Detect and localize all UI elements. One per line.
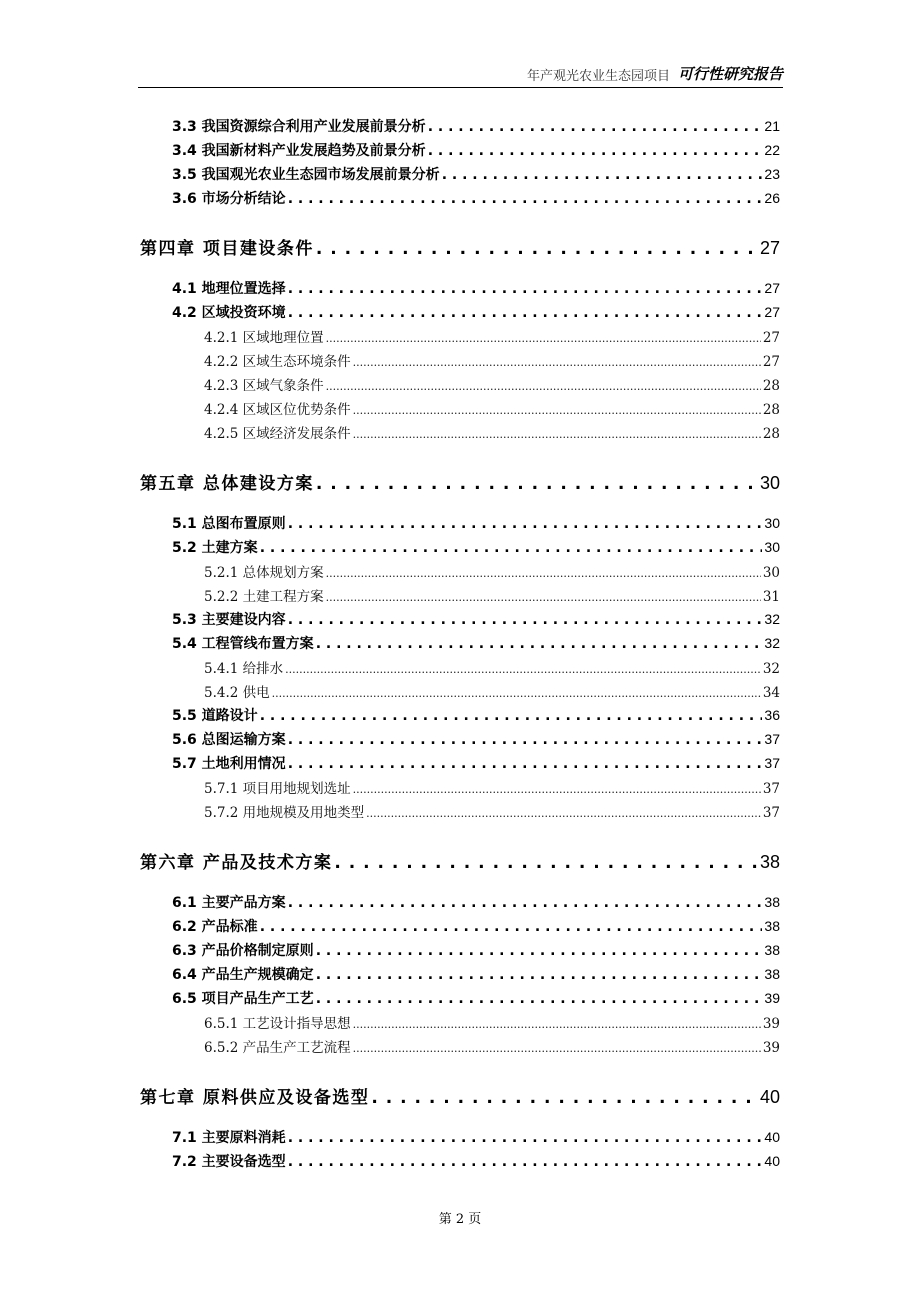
toc-entry-title: 5.3 主要建设内容 xyxy=(172,612,286,628)
toc-entry[interactable] xyxy=(172,164,780,184)
toc-leader xyxy=(353,1040,761,1056)
toc-subentry-page: 27 xyxy=(762,354,780,370)
toc-leader xyxy=(316,636,763,652)
toc-leader xyxy=(316,239,758,259)
toc-entry-title: 5.1 总图布置原则 xyxy=(172,516,286,532)
toc-subentry-page: 39 xyxy=(762,1040,780,1056)
toc-chapter[interactable] xyxy=(140,469,780,494)
toc-subentry-title: 5.4.1 给排水 xyxy=(204,661,284,677)
toc-entry-page: 38 xyxy=(764,966,780,982)
toc-leader xyxy=(288,895,763,911)
toc-entry-page: 23 xyxy=(764,166,780,182)
toc-entry-title: 4.2 区域投资环境 xyxy=(172,305,286,321)
toc-subentry[interactable] xyxy=(204,777,780,797)
toc-entry-page: 26 xyxy=(764,190,780,206)
toc-entry-page: 39 xyxy=(764,990,780,1006)
toc-leader xyxy=(442,167,763,183)
toc-leader xyxy=(272,685,761,701)
toc-chapter-page: 40 xyxy=(759,1087,780,1107)
toc-entry[interactable] xyxy=(172,1127,780,1147)
toc-subentry-page: 39 xyxy=(762,1016,780,1032)
toc-entry-title: 3.3 我国资源综合利用产业发展前景分析 xyxy=(172,119,426,135)
toc-entry[interactable] xyxy=(172,537,780,557)
toc-entry-title: 6.5 项目产品生产工艺 xyxy=(172,991,314,1007)
toc-entry[interactable] xyxy=(172,892,780,912)
toc-subentry-title: 4.2.5 区域经济发展条件 xyxy=(204,426,351,442)
toc-subentry-title: 4.2.2 区域生态环境条件 xyxy=(204,354,351,370)
page-number: 第 2 页 xyxy=(438,1212,482,1227)
toc-entry-title: 5.4 工程管线布置方案 xyxy=(172,636,314,652)
toc-entry-title: 5.2 土建方案 xyxy=(172,540,258,556)
toc-entry-page: 32 xyxy=(764,635,780,651)
toc-subentry-page: 28 xyxy=(762,426,780,442)
toc-entry[interactable] xyxy=(172,513,780,533)
toc-entry[interactable] xyxy=(172,705,780,725)
toc-subentry[interactable] xyxy=(204,374,780,394)
toc-subentry-title: 4.2.3 区域气象条件 xyxy=(204,378,324,394)
toc-entry-page: 37 xyxy=(764,731,780,747)
toc-entry-title: 3.6 市场分析结论 xyxy=(172,191,286,207)
toc-entry[interactable] xyxy=(172,940,780,960)
toc-leader xyxy=(316,474,758,494)
toc-entry[interactable] xyxy=(172,278,780,298)
toc-leader xyxy=(353,781,761,797)
project-title: 年产观光农业生态园项目 xyxy=(526,69,670,84)
toc-entry-title: 4.1 地理位置选择 xyxy=(172,281,286,297)
toc-entry-page: 40 xyxy=(764,1153,780,1169)
toc-leader xyxy=(353,426,761,442)
toc-entry-page: 32 xyxy=(764,611,780,627)
toc-leader xyxy=(288,756,763,772)
toc-leader xyxy=(288,305,763,321)
toc-entry[interactable] xyxy=(172,633,780,653)
toc-leader xyxy=(366,805,761,821)
toc-chapter-page: 38 xyxy=(759,852,780,872)
toc-subentry[interactable] xyxy=(204,657,780,677)
toc-entry-title: 5.6 总图运输方案 xyxy=(172,732,286,748)
toc-subentry-page: 37 xyxy=(762,781,780,797)
toc-subentry-page: 31 xyxy=(762,589,780,605)
toc-leader xyxy=(288,1154,763,1170)
toc-chapter-title: 第七章 原料供应及设备选型 xyxy=(140,1088,370,1108)
toc-chapter-title: 第四章 项目建设条件 xyxy=(140,239,314,259)
toc-leader xyxy=(353,354,761,370)
toc-leader xyxy=(428,119,763,135)
toc-entry[interactable] xyxy=(172,609,780,629)
toc-leader xyxy=(353,402,761,418)
toc-entry-title: 7.2 主要设备选型 xyxy=(172,1154,286,1170)
toc-entry[interactable] xyxy=(172,753,780,773)
toc-entry-page: 21 xyxy=(764,118,780,134)
toc-subentry-title: 5.4.2 供电 xyxy=(204,685,270,701)
toc-leader xyxy=(285,661,761,677)
toc-subentry-title: 4.2.1 区域地理位置 xyxy=(204,330,324,346)
page-footer xyxy=(0,1208,920,1227)
toc-entry-page: 30 xyxy=(764,515,780,531)
toc-entry-title: 6.4 产品生产规模确定 xyxy=(172,967,314,983)
toc-leader xyxy=(288,191,763,207)
toc-subentry[interactable] xyxy=(204,585,780,605)
toc-subentry[interactable] xyxy=(204,350,780,370)
toc-entry-title: 6.2 产品标准 xyxy=(172,919,258,935)
toc-leader xyxy=(288,516,763,532)
toc-entry-title: 6.1 主要产品方案 xyxy=(172,895,286,911)
report-title: 可行性研究报告 xyxy=(677,65,783,83)
toc-entry-page: 22 xyxy=(764,142,780,158)
toc-subentry-title: 4.2.4 区域区位优势条件 xyxy=(204,402,351,418)
page-header xyxy=(138,62,783,88)
toc-leader xyxy=(288,612,763,628)
toc-leader xyxy=(288,281,763,297)
toc-entry[interactable] xyxy=(172,964,780,984)
toc-entry[interactable] xyxy=(172,916,780,936)
toc-leader xyxy=(326,589,761,605)
toc-subentry-page: 28 xyxy=(762,402,780,418)
toc-chapter-page: 30 xyxy=(759,473,780,493)
toc-chapter[interactable] xyxy=(140,1083,780,1108)
toc-subentry-page: 28 xyxy=(762,378,780,394)
toc-entry[interactable] xyxy=(172,188,780,208)
toc-entry-title: 6.3 产品价格制定原则 xyxy=(172,943,314,959)
toc-entry-page: 40 xyxy=(764,1129,780,1145)
toc-subentry[interactable] xyxy=(204,326,780,346)
toc-subentry-title: 5.7.1 项目用地规划选址 xyxy=(204,781,351,797)
toc-chapter-title: 第六章 产品及技术方案 xyxy=(140,853,333,873)
toc-entry-page: 38 xyxy=(764,894,780,910)
toc-leader xyxy=(353,1016,761,1032)
toc-chapter[interactable] xyxy=(140,234,780,259)
toc-leader xyxy=(326,330,761,346)
toc-entry[interactable] xyxy=(172,116,780,136)
toc-subentry[interactable] xyxy=(204,1012,780,1032)
toc-leader xyxy=(260,708,763,724)
toc-subentry[interactable] xyxy=(204,422,780,442)
toc-entry-page: 27 xyxy=(764,280,780,296)
toc-chapter-page: 27 xyxy=(759,238,780,258)
toc-subentry-page: 32 xyxy=(762,661,780,677)
toc-subentry[interactable] xyxy=(204,398,780,418)
toc-leader xyxy=(326,378,761,394)
toc-entry[interactable] xyxy=(172,302,780,322)
toc-leader xyxy=(316,991,763,1007)
toc-entry-page: 38 xyxy=(764,918,780,934)
toc-chapter[interactable] xyxy=(140,848,780,873)
toc-entry-page: 38 xyxy=(764,942,780,958)
toc-leader xyxy=(326,565,761,581)
toc-leader xyxy=(316,943,763,959)
toc-leader xyxy=(428,143,763,159)
toc-entry-page: 36 xyxy=(764,707,780,723)
toc-entry-title: 7.1 主要原料消耗 xyxy=(172,1130,286,1146)
toc-subentry-page: 30 xyxy=(762,565,780,581)
toc-entry[interactable] xyxy=(172,1151,780,1171)
toc-leader xyxy=(371,1088,758,1108)
toc-leader xyxy=(334,853,758,873)
toc-chapter-title: 第五章 总体建设方案 xyxy=(140,474,314,494)
toc-subentry[interactable] xyxy=(204,561,780,581)
toc-entry[interactable] xyxy=(172,988,780,1008)
toc-entry-title: 5.7 土地利用情况 xyxy=(172,756,286,772)
toc-entry-title: 3.5 我国观光农业生态园市场发展前景分析 xyxy=(172,167,440,183)
toc-subentry-page: 37 xyxy=(762,805,780,821)
toc-leader xyxy=(288,732,763,748)
toc-subentry[interactable] xyxy=(204,681,780,701)
toc-leader xyxy=(260,919,763,935)
toc-subentry-title: 6.5.1 工艺设计指导思想 xyxy=(204,1016,351,1032)
toc-entry-page: 30 xyxy=(764,539,780,555)
toc-subentry-title: 6.5.2 产品生产工艺流程 xyxy=(204,1040,351,1056)
toc-subentry-page: 34 xyxy=(762,685,780,701)
toc-leader xyxy=(288,1130,763,1146)
toc-subentry-page: 27 xyxy=(762,330,780,346)
toc-entry-page: 27 xyxy=(764,304,780,320)
toc-entry[interactable] xyxy=(172,729,780,749)
toc-entry-title: 3.4 我国新材料产业发展趋势及前景分析 xyxy=(172,143,426,159)
toc-subentry-title: 5.2.2 土建工程方案 xyxy=(204,589,324,605)
toc-leader xyxy=(260,540,763,556)
toc-subentry[interactable] xyxy=(204,801,780,821)
toc-subentry-title: 5.2.1 总体规划方案 xyxy=(204,565,324,581)
toc-subentry-title: 5.7.2 用地规模及用地类型 xyxy=(204,805,365,821)
toc-entry-title: 5.5 道路设计 xyxy=(172,708,258,724)
toc-leader xyxy=(316,967,763,983)
toc-subentry[interactable] xyxy=(204,1036,780,1056)
toc-entry-page: 37 xyxy=(764,755,780,771)
toc-entry[interactable] xyxy=(172,140,780,160)
